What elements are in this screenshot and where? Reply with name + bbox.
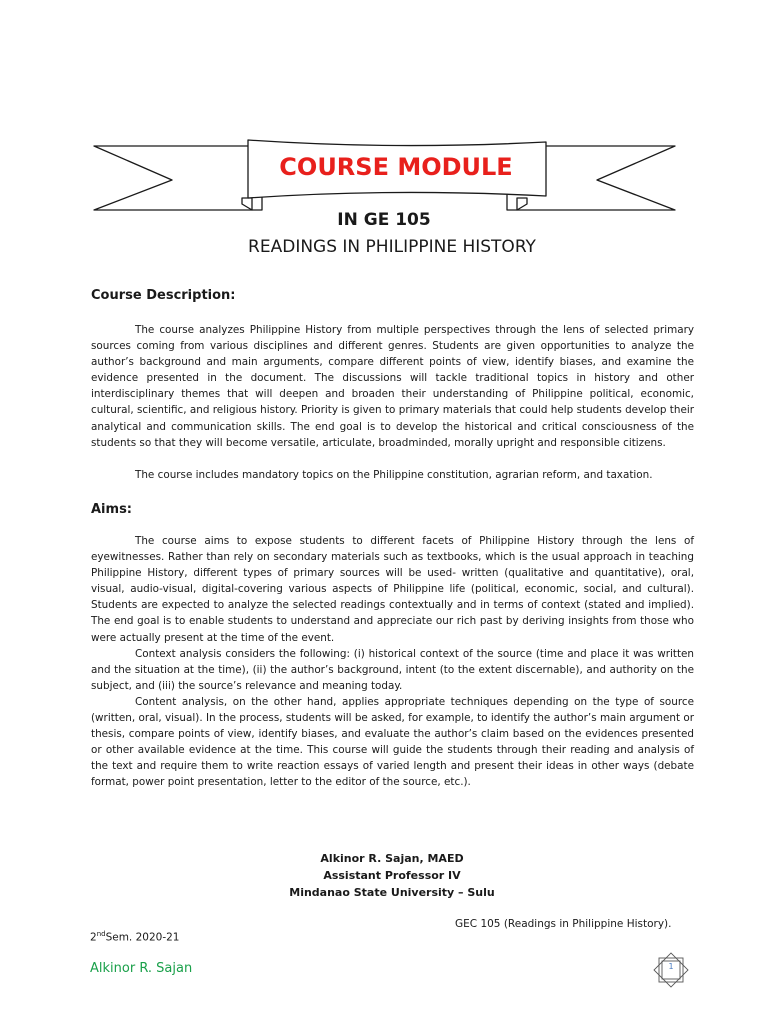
page-number: 1	[668, 962, 674, 971]
signatory-name: Alkinor R. Sajan, MAED	[320, 852, 464, 865]
semester-ordinal: nd	[96, 930, 106, 938]
signature-block	[0, 850, 768, 901]
course-name: READINGS IN PHILIPPINE HISTORY	[248, 237, 536, 257]
course-description-body	[91, 322, 694, 451]
aims-heading: Aims:	[91, 502, 132, 517]
footer-course-reference: GEC 105 (Readings in Philippine History).	[455, 918, 672, 930]
course-description-note	[91, 467, 694, 483]
signatory-position: Assistant Professor IV	[323, 869, 461, 882]
aims-body	[91, 533, 694, 791]
footer-semester	[90, 930, 179, 944]
description-paragraph: The course includes mandatory topics on the Philippine constitution, agrarian reform, and taxation.	[135, 469, 653, 481]
aims-paragraph: Context analysis considers the following: (i) historical context of the source (time and place it was written and the situation at the time), (ii) the author’s background, intent (to the extent discernable), and authority on the subject, and (iii) the source’s relevance and meaning today.	[91, 647, 694, 692]
aims-paragraph: The course aims to expose students to different facets of Philippine History through the lens of eyewitnesses. Rather than rely on secondary materials such as textbooks, which is the usual approach in teaching Philippine History, different types of primary sources will be used- written (qualitative and quantitative), oral, visual, audio-visual, digital-covering various aspects of Philippine life (political, economic, social, and cultural). Students are expected to analyze the selected readings contextually and in terms of context (stated and implied). The end goal is to enable students to understand and appreciate our rich past by deriving insights from those who were actually present at the time of the event.	[91, 535, 694, 644]
footer-author: Alkinor R. Sajan	[90, 961, 193, 976]
description-paragraph: The course analyzes Philippine History from multiple perspectives through the lens of selected primary sources coming from various disciplines and different genres. Students are given opportunities to analyze the author’s background and main arguments, compare different points of view, identify biases, and examine the evidence presented in the document. The discussions will tackle traditional topics in history and other interdisciplinary themes that will deepen and broaden their understanding of Philippine political, economic, cultural, scientific, and religious history. Priority is given to primary materials that could help students develop their analytical and communication skills. The end goal is to develop the historical and critical consciousness of the students so that they will become versatile, articulate, broadminded, morally upright and responsible citizens.	[91, 324, 694, 449]
semester-text: Sem. 2020-21	[105, 931, 180, 944]
course-description-heading: Course Description:	[91, 288, 236, 303]
semester-number: 2	[90, 931, 97, 944]
course-code: IN GE 105	[337, 210, 431, 230]
signatory-institution: Mindanao State University – Sulu	[289, 886, 495, 899]
aims-paragraph: Content analysis, on the other hand, applies appropriate techniques depending on the type of source (written, oral, visual). In the process, students will be asked, for example, to identify the author’s main argument or thesis, compare points of view, identify biases, and evaluate the author’s claim based on the evidences presented or other available evidence at the time. This course will guide the students through their reading and analysis of the text and require them to write reaction essays of varied length and present their ideas in other ways (debate format, power point presentation, letter to the editor of the source, etc.).	[91, 695, 694, 789]
module-title: COURSE MODULE	[279, 153, 513, 181]
